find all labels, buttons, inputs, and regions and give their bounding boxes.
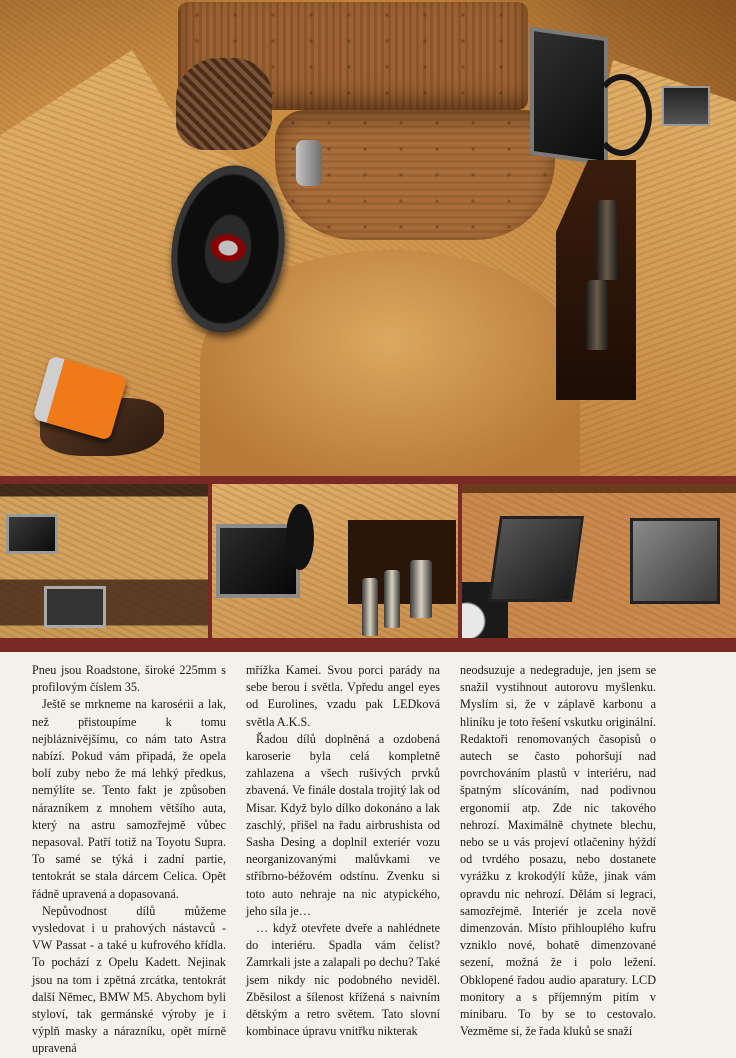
- snakeskin-trim: [176, 58, 272, 150]
- control-badge: [662, 86, 710, 126]
- speaker-ring: [592, 74, 652, 156]
- paragraph: Nepůvodnost dílů můžeme vysledovat i u prahových nástavců - VW Passat - a také u kufrového křídla. To pochází z Opelu Kadett. Nejinak jsou na tom i zpětná zrcátka, tentokrát další Němec, BMW M5. Abychom byli styloví, tak germánské výroby je i výplň masky a nárazníku, opět mírně upravená: [32, 903, 226, 1056]
- minibar-shelf: [348, 520, 456, 604]
- article-column-2: [246, 662, 440, 1040]
- amplifier: [630, 518, 720, 604]
- bottle: [384, 570, 400, 628]
- article-column-1: [32, 662, 226, 1058]
- bottle: [596, 200, 618, 280]
- side-panel-monitor-photo: [0, 484, 208, 638]
- minibar-cabinet: [556, 160, 636, 400]
- minibar-bottles-photo: [212, 484, 458, 638]
- paragraph: mřížka Kamei. Svou porci parády na sebe berou i světla. Vpředu angel eyes od Eurolines, vzadu pak LEDková světla A.K.S.: [246, 663, 440, 729]
- small-monitor: [6, 514, 58, 554]
- amplifier: [488, 516, 584, 602]
- amplifiers-photo: [462, 484, 736, 638]
- paragraph: Pneu jsou Roadstone, široké 225mm s profilovým číslem 35.: [32, 663, 226, 695]
- paragraph: Řadou dílů doplněná a ozdobená karoserie byla celá kompletně zahlazena a všech rušivých prvků zbavená. Ve finále dostala trojitý lak od Misar. Když bylo dílko dokonáno a lak zaschlý, přišel na řadu airbrushista od Sasha Desing a doplnil exteriér vozu neorganizovanými malůvkami ve stříbrno-béžovém odstínu. Zvenku si toto auto nehraje na nic atypického, jeho síla je…: [246, 731, 440, 918]
- paragraph: Ještě se mrkneme na karosérii a lak, než přistoupíme k tomu nejbláznivějšímu, co nám tato Astra nabízí. Pokud vám připadá, že opela bolí zuby nebo že má lehký předkus, nemýlíte se. Tento fakt je způsoben nárazníkem z mnohem většího auta, který na astru samozřejmě vůbec nepasoval. Patří totiž na Toyotu Supra. To samé se týká i zadní partie, tentokrát se stala dárcem Celica. Opět řádně upravená a dopasovaná.: [32, 697, 226, 901]
- speaker: [286, 504, 314, 570]
- paragraph: … když otevřete dveře a nahlédnete do interiéru. Spadla vám čelist? Zamrkali jste a zalapali po dechu? Také jsem nikdy nic podobného neviděl. Zběsilost a šílenost křížená s naivním dětským a retro světem. Tato slovní kombinace úpravu vnitřku nikterak: [246, 921, 440, 1039]
- car-interior-trunk-photo: [0, 0, 736, 476]
- bottle: [362, 578, 378, 636]
- control-panel: [44, 586, 106, 628]
- bottle: [410, 560, 432, 618]
- bottle: [586, 280, 608, 350]
- article-column-3: [460, 662, 656, 1040]
- speaker-logo: [204, 228, 252, 268]
- article-body: [32, 662, 704, 1056]
- paragraph: neodsuzuje a nedegraduje, jen jsem se snažil vystihnout autorovu myšlenku. Myslím si, že v záplavě karbonu a hliníku je toto řešení vskutku originální. Redaktoři renomovaných časopisů o autech se často pohoršují nad povrchováním plastů v interiéru, nad špatným slícováním, nad podivnou ergonomií atp. Zde nic takového nehrozí. Maximálně chytnete blechu, nebo se u vás projeví otlačeniny hýždí od tvrdého posazu, nebo dostanete vyrážku z krokodýlí kůže, jinak vám opravdu nic nehrozí. Dělám si legraci, samozřejmě. Interiér je zcela nově dimenzován. Místo přihlouplého kufru vzniklo nové, bohatě dimenzované sezení, možná že i polo ležení. Obklopené řadou audio aparatury. LCD monitory a s příjemným pitím v minibaru. To by se to cestovalo. Vezměme si, že řada kluků se snaží: [460, 663, 656, 1039]
- seat-handle: [296, 140, 322, 186]
